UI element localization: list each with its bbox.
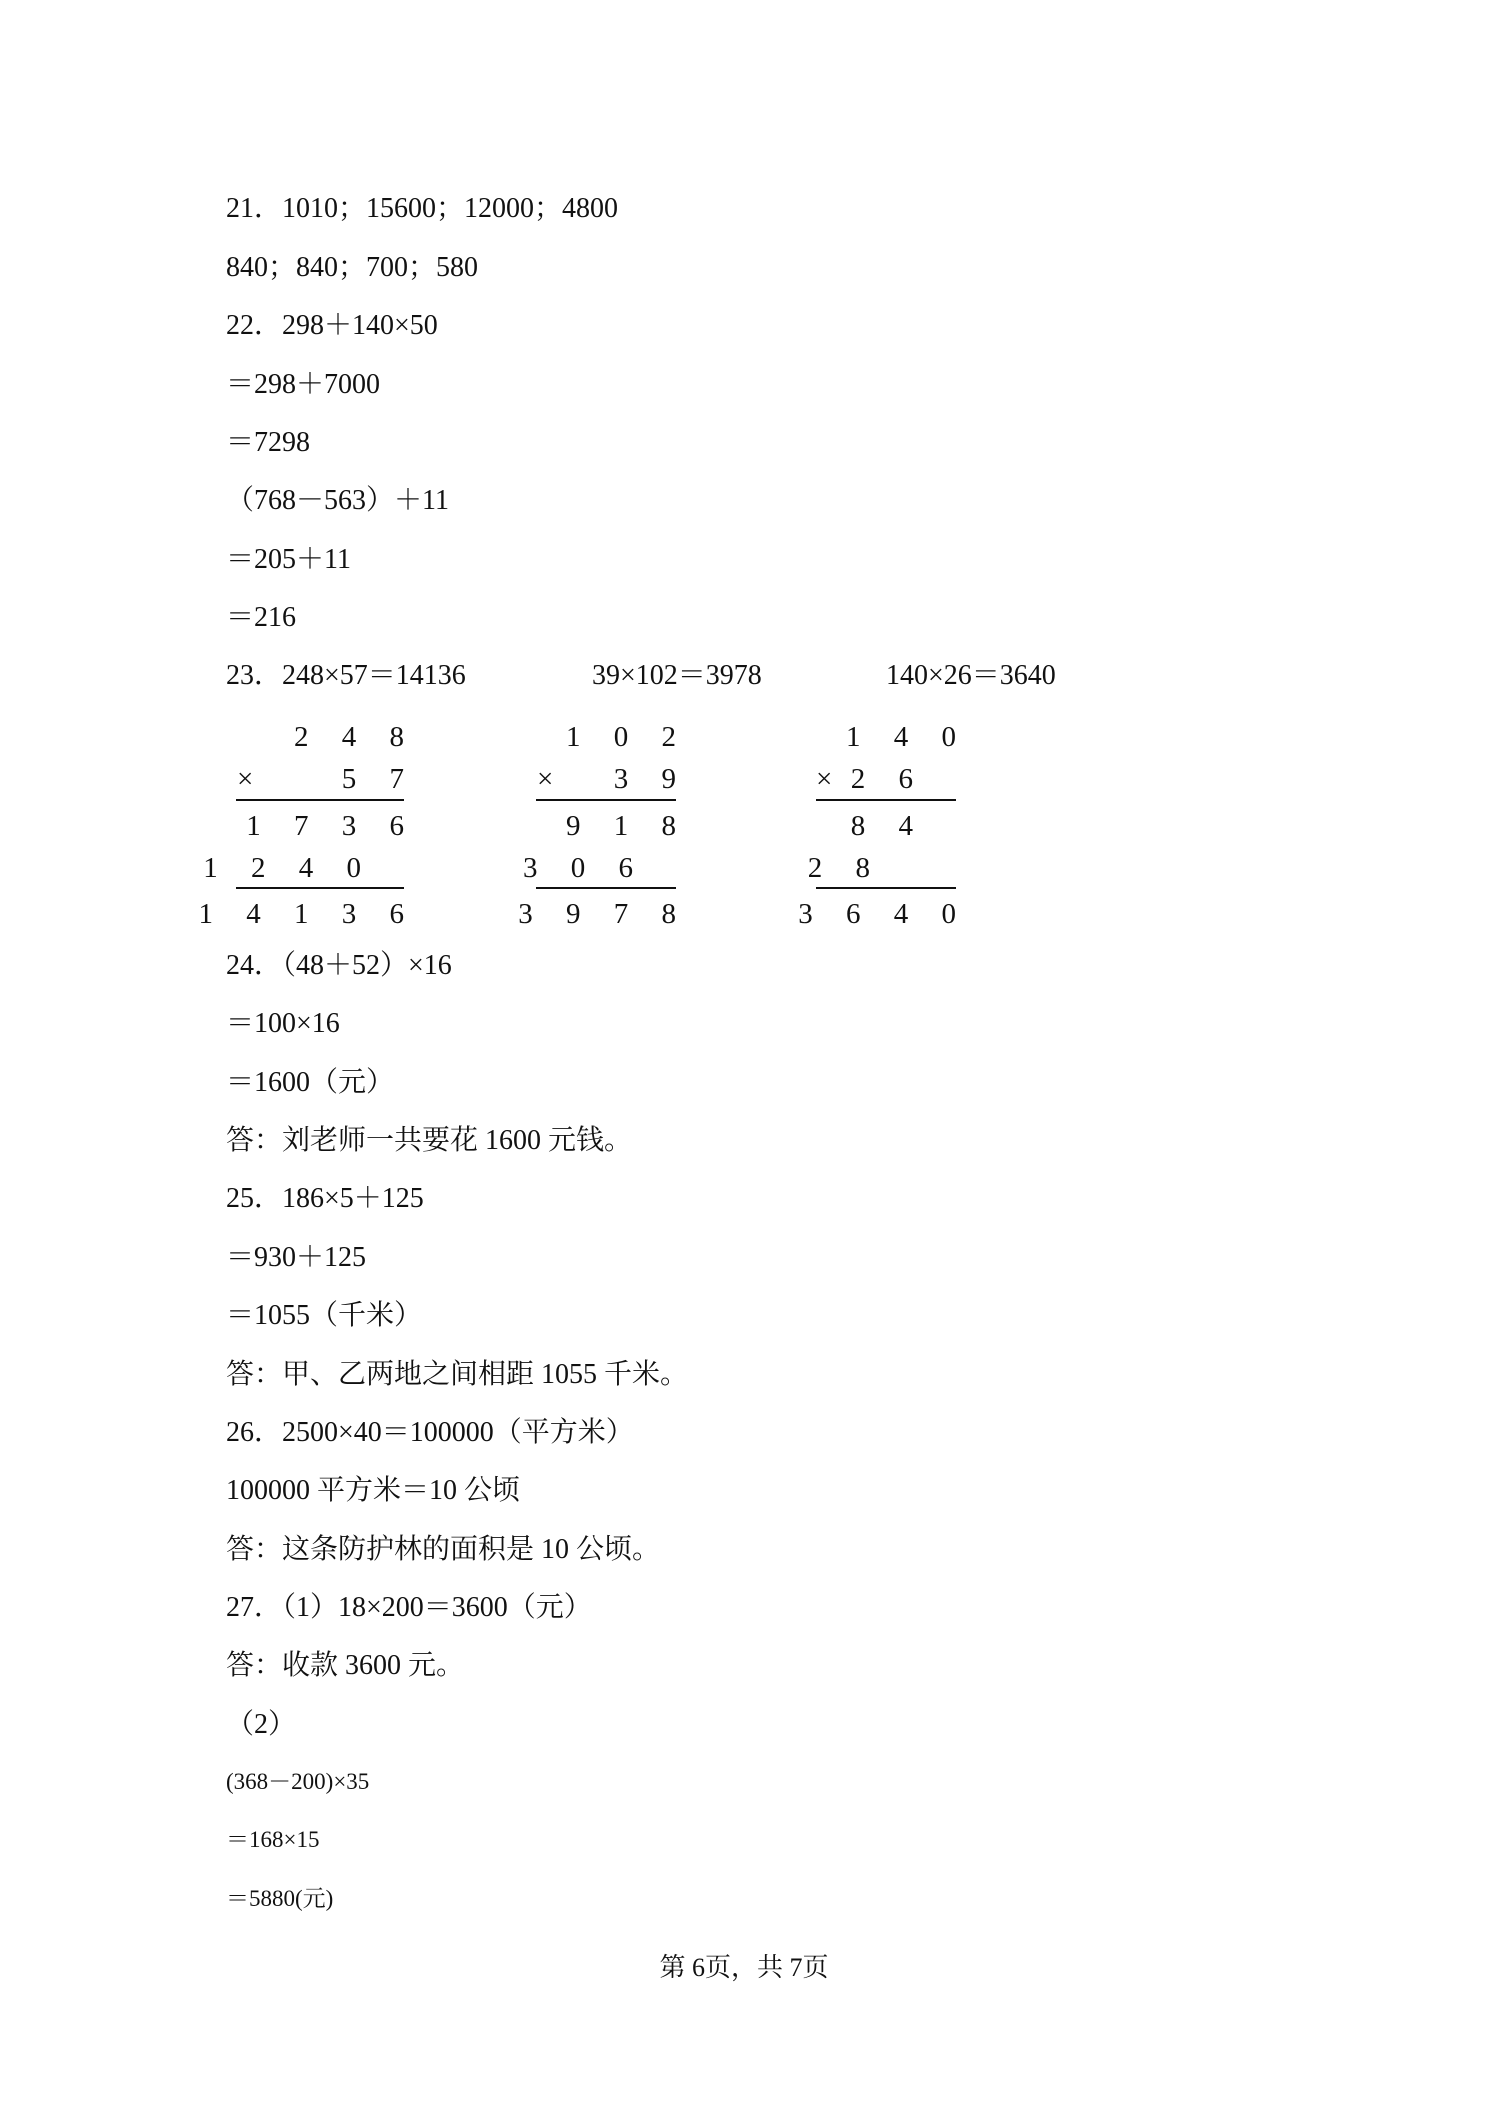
calc2-times-sign: × — [537, 763, 567, 795]
answer-24-answer: 答：刘老师一共要花 1600 元钱。 — [226, 1125, 633, 1156]
answer-22-line3: ＝7298 — [226, 427, 311, 458]
answer-22-line1: 22．298＋140×50 — [226, 310, 438, 341]
calc3-partial1: 8 4 — [850, 810, 926, 842]
answer-25-line2: ＝930＋125 — [226, 1242, 367, 1273]
answer-27-part1-answer: 答：收款 3600 元。 — [226, 1650, 465, 1681]
calc1-rule1 — [236, 799, 404, 801]
calc2-partial2: 3 0 6 — [523, 852, 646, 884]
answer-23-eq2: 39×102＝3978 — [592, 660, 762, 691]
calc2-multiplier: 3 9 — [613, 763, 689, 795]
calc3-rule1 — [816, 799, 956, 801]
calc3-result: 3 6 4 0 — [798, 898, 969, 930]
calc1-partial1: 1 7 3 6 — [246, 810, 417, 842]
answer-26-line2: 100000 平方米＝10 公顷 — [226, 1475, 521, 1506]
answer-26-answer: 答：这条防护林的面积是 10 公顷。 — [226, 1534, 661, 1565]
answer-22-line2: ＝298＋7000 — [226, 369, 381, 400]
calc3-rule2 — [816, 887, 956, 889]
answer-27-part2-line2: ＝168×15 — [226, 1827, 320, 1852]
answer-22-line4: （768－563）＋11 — [226, 485, 449, 516]
answer-22-line6: ＝216 — [226, 602, 297, 633]
answer-21-line1: 21．1010；15600；12000；4800 — [226, 193, 619, 224]
calc3-partial2: 2 8 — [807, 852, 883, 884]
page-footer: 第 6页，共 7页 — [659, 1953, 829, 1982]
answer-25-line1: 25．186×5＋125 — [226, 1183, 424, 1214]
answer-24-line1: 24．（48＋52）×16 — [226, 950, 452, 981]
calc3-multiplicand: 1 4 0 — [846, 721, 969, 753]
answer-27-part2-label: （2） — [226, 1709, 297, 1740]
calc2-rule1 — [536, 799, 676, 801]
calc2-result: 3 9 7 8 — [518, 898, 689, 930]
answer-27-part2-line1: (368－200)×35 — [226, 1769, 370, 1794]
calc3-times-sign: × — [816, 763, 846, 795]
answer-27-part1: 27．（1）18×200＝3600（元） — [226, 1592, 592, 1623]
answer-25-answer: 答：甲、乙两地之间相距 1055 千米。 — [226, 1359, 689, 1390]
calc1-times-sign: × — [237, 763, 267, 795]
calc1-result: 1 4 1 3 6 — [198, 898, 417, 930]
answer-27-part2-line3: ＝5880(元) — [226, 1886, 334, 1911]
calc1-multiplicand: 2 4 8 — [294, 721, 417, 753]
calc1-multiplier: 5 7 — [341, 763, 417, 795]
calc3-multiplier: 2 6 — [850, 763, 926, 795]
calc2-rule2 — [536, 887, 676, 889]
answer-26-line1: 26．2500×40＝100000（平方米） — [226, 1417, 634, 1448]
answer-21-line2: 840；840；700；580 — [226, 252, 479, 283]
answer-23-eq1: 23．248×57＝14136 — [226, 660, 466, 691]
calc2-partial1: 9 1 8 — [566, 810, 689, 842]
answer-22-line5: ＝205＋11 — [226, 544, 351, 575]
answer-24-line3: ＝1600（元） — [226, 1067, 395, 1098]
answer-25-line3: ＝1055（千米） — [226, 1300, 423, 1331]
calc2-multiplicand: 1 0 2 — [566, 721, 689, 753]
answer-23-eq3: 140×26＝3640 — [886, 660, 1056, 691]
calc1-partial2: 1 2 4 0 — [203, 852, 374, 884]
answer-24-line2: ＝100×16 — [226, 1008, 340, 1039]
calc1-rule2 — [236, 887, 404, 889]
